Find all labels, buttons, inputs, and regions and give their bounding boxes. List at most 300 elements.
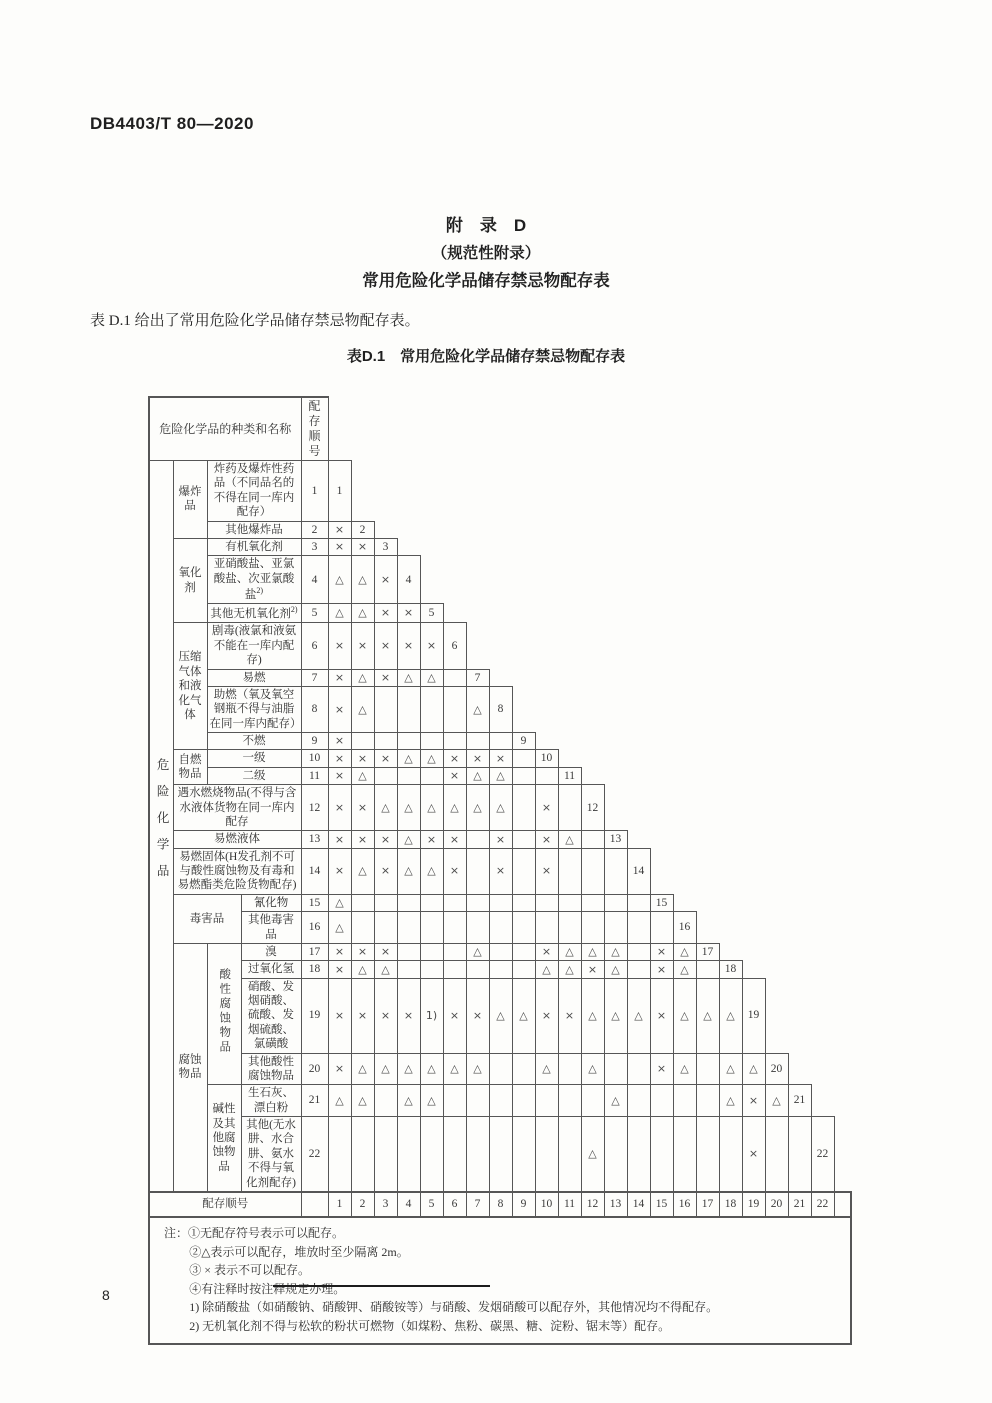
void-area	[581, 767, 851, 784]
order-number: 8	[301, 686, 328, 732]
matrix-cell: ×	[466, 750, 489, 767]
diagonal-number: 8	[489, 686, 512, 732]
matrix-cell: ×	[351, 978, 374, 1053]
matrix-cell	[374, 1085, 397, 1117]
matrix-cell	[420, 961, 443, 978]
group-label: 爆炸品	[173, 461, 207, 539]
matrix-cell: ×	[328, 785, 351, 831]
column-number: 8	[489, 1192, 512, 1217]
matrix-cell: △	[765, 1085, 788, 1117]
matrix-cell: △	[397, 750, 420, 767]
matrix-cell	[673, 1117, 696, 1192]
order-number: 6	[301, 623, 328, 669]
matrix-cell: ×	[351, 943, 374, 960]
matrix-cell	[443, 1117, 466, 1192]
matrix-cell: △	[397, 669, 420, 686]
row-name: 炸药及爆炸性药品（不同品名的不得在同一库内配存）	[207, 461, 301, 522]
matrix-cell	[627, 894, 650, 911]
matrix-cell: ×	[328, 848, 351, 894]
column-number: 7	[466, 1192, 489, 1217]
matrix-cell: △	[466, 1053, 489, 1085]
matrix-cell	[558, 1085, 581, 1117]
doc-code: DB4403/T 80—2020	[90, 114, 254, 133]
matrix-cell: △	[328, 912, 351, 944]
void-area	[420, 556, 851, 604]
intro-paragraph: 表 D.1 给出了常用危险化学品储存禁忌物配存表。	[90, 313, 420, 329]
matrix-cell: △	[420, 848, 443, 894]
matrix-cell: ×	[535, 785, 558, 831]
matrix-cell	[627, 912, 650, 944]
matrix-cell: ×	[742, 1085, 765, 1117]
matrix-cell: ×	[328, 686, 351, 732]
matrix-cell	[650, 1085, 673, 1117]
matrix-cell: △	[604, 1085, 627, 1117]
matrix-cell	[489, 894, 512, 911]
matrix-cell	[466, 912, 489, 944]
void-area	[351, 461, 851, 522]
diagonal-number: 19	[742, 978, 765, 1053]
matrix-cell	[558, 1117, 581, 1192]
matrix-cell: ×	[443, 848, 466, 894]
matrix-cell	[397, 961, 420, 978]
appendix-label: 附 录 D	[445, 216, 527, 235]
matrix-cell	[558, 912, 581, 944]
diagonal-number: 7	[466, 669, 489, 686]
matrix-cell	[650, 912, 673, 944]
void-area	[512, 686, 851, 732]
matrix-cell	[558, 785, 581, 831]
matrix-cell: △	[420, 785, 443, 831]
matrix-cell: △	[489, 767, 512, 784]
table-row	[149, 978, 851, 1053]
matrix-cell	[581, 894, 604, 911]
category-side-text: 危险化学品	[155, 757, 170, 891]
matrix-cell: ×	[650, 943, 673, 960]
matrix-cell: ×	[374, 750, 397, 767]
diagonal-number: 16	[673, 912, 696, 944]
order-number: 21	[301, 1085, 328, 1117]
diagonal-number: 18	[719, 961, 742, 978]
matrix-cell: △	[420, 1085, 443, 1117]
matrix-cell	[604, 912, 627, 944]
matrix-cell: △	[351, 961, 374, 978]
matrix-cell: ×	[351, 538, 374, 555]
matrix-cell	[443, 733, 466, 750]
matrix-cell: △	[466, 785, 489, 831]
group-label: 腐蚀物品	[173, 943, 207, 1192]
group-label: 氧化剂	[173, 538, 207, 623]
order-header: 配存顺号	[301, 397, 328, 461]
matrix-cell: ×	[650, 978, 673, 1053]
matrix-cell	[420, 733, 443, 750]
table-row	[149, 785, 851, 831]
matrix-cell: ×	[489, 831, 512, 848]
row-name: 不燃	[207, 733, 301, 750]
matrix-cell	[489, 943, 512, 960]
void-area	[535, 733, 851, 750]
row-name: 过氧化氢	[241, 961, 301, 978]
row-name: 其他毒害品	[241, 912, 301, 944]
diagonal-number: 14	[627, 848, 650, 894]
matrix-cell	[466, 848, 489, 894]
void-area	[627, 831, 851, 848]
matrix-cell	[397, 912, 420, 944]
matrix-cell: ×	[328, 767, 351, 784]
order-number: 1	[301, 461, 328, 522]
matrix-cell: △	[397, 1053, 420, 1085]
matrix-cell	[466, 961, 489, 978]
row-name: 其他爆炸品	[207, 521, 301, 538]
diagonal-number: 10	[535, 750, 558, 767]
matrix-cell: ×	[397, 978, 420, 1053]
column-number: 22	[811, 1192, 834, 1217]
matrix-cell: ×	[443, 750, 466, 767]
note-line: 2) 无机氧化剂不得与松软的粉状可燃物（如煤粉、焦粉、碳黑、糖、淀粉、锯末等）配存。	[189, 1318, 671, 1333]
matrix-cell: △	[397, 831, 420, 848]
matrix-cell: ×	[489, 750, 512, 767]
matrix-cell	[604, 848, 627, 894]
matrix-cell	[627, 943, 650, 960]
matrix-cell	[512, 831, 535, 848]
matrix-cell: ×	[328, 521, 351, 538]
order-number: 2	[301, 521, 328, 538]
column-number: 12	[581, 1192, 604, 1217]
column-number: 14	[627, 1192, 650, 1217]
group-label: 自燃物品	[173, 750, 207, 785]
matrix-cell: ×	[420, 831, 443, 848]
matrix-cell	[627, 961, 650, 978]
matrix-cell: ×	[489, 848, 512, 894]
table-row	[149, 669, 851, 686]
column-number: 9	[512, 1192, 535, 1217]
matrix-cell	[397, 894, 420, 911]
matrix-cell	[374, 1117, 397, 1192]
matrix-cell	[512, 1053, 535, 1085]
matrix-cell	[328, 1117, 351, 1192]
matrix-cell	[420, 1117, 443, 1192]
filler-cell	[834, 1192, 851, 1217]
page-number: 8	[102, 1287, 110, 1303]
diagonal-number: 13	[604, 831, 627, 848]
matrix-cell: ×	[466, 978, 489, 1053]
matrix-cell: △	[535, 961, 558, 978]
matrix-cell	[581, 831, 604, 848]
matrix-cell	[351, 912, 374, 944]
row-name: 一级	[207, 750, 301, 767]
table-row	[149, 1053, 851, 1085]
notes-row	[149, 1217, 851, 1345]
table-row	[149, 686, 851, 732]
note-line: 注：①无配存符号表示可以配存。	[164, 1225, 345, 1240]
column-number: 2	[351, 1192, 374, 1217]
table-row	[149, 943, 851, 960]
matrix-cell: △	[696, 978, 719, 1053]
matrix-cell	[466, 894, 489, 911]
void-area	[397, 538, 851, 555]
matrix-cell	[512, 894, 535, 911]
matrix-cell	[374, 912, 397, 944]
matrix-cell	[696, 1085, 719, 1117]
matrix-cell	[512, 785, 535, 831]
table-row	[149, 750, 851, 767]
column-number: 1	[328, 1192, 351, 1217]
matrix-cell: ×	[374, 669, 397, 686]
row-name: 其他酸性腐蚀物品	[241, 1053, 301, 1085]
matrix-cell: △	[374, 785, 397, 831]
matrix-cell: △	[397, 1085, 420, 1117]
matrix-cell: △	[627, 978, 650, 1053]
matrix-cell: ×	[328, 623, 351, 669]
diagonal-number: 5	[420, 604, 443, 623]
matrix-cell: △	[489, 978, 512, 1053]
matrix-cell: ×	[351, 750, 374, 767]
column-number: 5	[420, 1192, 443, 1217]
matrix-cell: ×	[374, 604, 397, 623]
matrix-cell: ×	[535, 978, 558, 1053]
matrix-cell	[627, 1085, 650, 1117]
diagonal-number: 9	[512, 733, 535, 750]
column-number: 18	[719, 1192, 742, 1217]
group-label-text: 酸性腐蚀物品	[218, 968, 231, 1056]
order-number: 12	[301, 785, 328, 831]
matrix-cell: ×	[443, 978, 466, 1053]
matrix-cell: △	[420, 1053, 443, 1085]
footer-row	[149, 1192, 851, 1217]
matrix-cell: △	[719, 1053, 742, 1085]
order-number: 22	[301, 1117, 328, 1192]
column-number: 16	[673, 1192, 696, 1217]
matrix-cell: △	[604, 943, 627, 960]
note-line: ②△表示可以配存，堆放时至少隔离 2m。	[189, 1244, 409, 1259]
matrix-cell	[581, 912, 604, 944]
matrix-cell	[489, 1117, 512, 1192]
matrix-cell	[696, 1053, 719, 1085]
matrix-cell	[558, 1053, 581, 1085]
row-name: 剧毒(液氯和液氨不能在一库内配存)	[207, 623, 301, 669]
matrix-cell: △	[466, 767, 489, 784]
footer-label: 配存顺号	[149, 1192, 301, 1217]
group-label: 碱性及其他腐蚀物品	[207, 1085, 241, 1192]
matrix-cell	[351, 1117, 374, 1192]
matrix-cell: △	[443, 785, 466, 831]
diagonal-number: 17	[696, 943, 719, 960]
matrix-cell	[512, 750, 535, 767]
order-number: 18	[301, 961, 328, 978]
table-caption: 表D.1 常用危险化学品储存禁忌物配存表	[346, 348, 626, 365]
column-number: 20	[765, 1192, 788, 1217]
diagonal-number: 22	[811, 1117, 834, 1192]
category-side-label	[149, 461, 173, 1192]
matrix-cell: △	[351, 848, 374, 894]
matrix-cell: △	[581, 1053, 604, 1085]
order-number: 19	[301, 978, 328, 1053]
matrix-cell	[489, 1085, 512, 1117]
matrix-cell: ×	[374, 623, 397, 669]
table-row	[149, 912, 851, 944]
matrix-cell: △	[581, 978, 604, 1053]
matrix-cell	[535, 912, 558, 944]
matrix-cell: ×	[328, 538, 351, 555]
matrix-cell: ×	[443, 831, 466, 848]
matrix-cell: △	[397, 848, 420, 894]
matrix-cell: △	[374, 961, 397, 978]
matrix-cell	[696, 1117, 719, 1192]
group-label: 压缩气体和液化气体	[173, 623, 207, 750]
matrix-cell: △	[374, 1053, 397, 1085]
row-name: 易燃	[207, 669, 301, 686]
matrix-cell: ×	[328, 669, 351, 686]
void-area	[742, 961, 851, 978]
matrix-cell	[374, 767, 397, 784]
diagonal-number: 2	[351, 521, 374, 538]
matrix-cell	[604, 1053, 627, 1085]
matrix-cell: ×	[374, 978, 397, 1053]
table-row	[149, 623, 851, 669]
matrix-cell: ×	[328, 1053, 351, 1085]
matrix-cell	[489, 733, 512, 750]
void-area	[489, 669, 851, 686]
void-area	[811, 1085, 851, 1117]
group-label	[207, 943, 241, 1084]
void-area	[719, 943, 851, 960]
appendix-title: 常用危险化学品储存禁忌物配存表	[362, 272, 610, 290]
matrix-cell: ×	[328, 733, 351, 750]
matrix-cell	[466, 831, 489, 848]
matrix-cell	[512, 767, 535, 784]
void-area	[558, 750, 851, 767]
matrix-cell: ×	[535, 943, 558, 960]
matrix-cell: △	[420, 750, 443, 767]
matrix-cell	[466, 1085, 489, 1117]
column-number: 6	[443, 1192, 466, 1217]
row-name: 其他无机氧化剂$^{2)}$	[207, 604, 301, 623]
matrix-cell	[489, 1053, 512, 1085]
matrix-cell: △	[558, 831, 581, 848]
matrix-cell	[489, 961, 512, 978]
order-number: 3	[301, 538, 328, 555]
matrix-cell: △	[604, 978, 627, 1053]
diagonal-number: 12	[581, 785, 604, 831]
matrix-cell: ×	[351, 785, 374, 831]
matrix-cell	[765, 1117, 788, 1192]
table-row	[149, 767, 851, 784]
matrix-cell	[466, 1117, 489, 1192]
matrix-cell: △	[604, 961, 627, 978]
matrix-cell	[512, 1085, 535, 1117]
order-number: 7	[301, 669, 328, 686]
matrix-cell	[374, 686, 397, 732]
void-area	[328, 397, 851, 461]
matrix-cell: △	[581, 943, 604, 960]
row-name: 助燃（氧及氧空钢瓶不得与油脂在同一库内配存）	[207, 686, 301, 732]
order-number: 17	[301, 943, 328, 960]
matrix-cell	[581, 1085, 604, 1117]
void-area	[604, 785, 851, 831]
matrix-cell	[397, 686, 420, 732]
matrix-cell	[650, 1117, 673, 1192]
matrix-cell: △	[512, 978, 535, 1053]
matrix-cell: △	[351, 556, 374, 604]
matrix-cell: △	[328, 1085, 351, 1117]
matrix-cell: △	[742, 1053, 765, 1085]
void-area	[374, 521, 851, 538]
order-number: 11	[301, 767, 328, 784]
matrix-cell	[397, 1117, 420, 1192]
matrix-cell	[535, 767, 558, 784]
matrix-cell	[420, 767, 443, 784]
table-row	[149, 604, 851, 623]
matrix-cell: ×	[443, 767, 466, 784]
matrix-cell: △	[466, 686, 489, 732]
column-number: 19	[742, 1192, 765, 1217]
column-number: 21	[788, 1192, 811, 1217]
matrix-cell	[443, 894, 466, 911]
matrix-cell: ×	[742, 1117, 765, 1192]
matrix-cell: ×	[328, 943, 351, 960]
matrix-cell	[443, 669, 466, 686]
row-name: 氰化物	[241, 894, 301, 911]
row-name: 溴	[241, 943, 301, 960]
matrix-cell	[466, 733, 489, 750]
matrix-cell: △	[466, 943, 489, 960]
matrix-cell	[788, 1117, 811, 1192]
matrix-cell: △	[351, 1085, 374, 1117]
matrix-cell	[558, 848, 581, 894]
column-number: 15	[650, 1192, 673, 1217]
matrix-cell: ×	[351, 623, 374, 669]
matrix-cell: ×	[328, 961, 351, 978]
order-number: 14	[301, 848, 328, 894]
matrix-cell: ×	[535, 831, 558, 848]
matrix-cell	[696, 961, 719, 978]
order-number: 13	[301, 831, 328, 848]
matrix-cell	[443, 961, 466, 978]
matrix-cell	[581, 848, 604, 894]
appendix-type: （规范性附录）	[431, 245, 541, 262]
diagonal-number: 20	[765, 1053, 788, 1085]
column-number: 11	[558, 1192, 581, 1217]
void-area	[696, 912, 851, 944]
matrix-cell	[489, 912, 512, 944]
matrix-cell: ×	[328, 831, 351, 848]
matrix-cell	[374, 733, 397, 750]
matrix-cell: △	[420, 669, 443, 686]
matrix-cell	[443, 1085, 466, 1117]
matrix-cell: △	[673, 978, 696, 1053]
matrix-cell	[627, 1053, 650, 1085]
matrix-cell	[351, 894, 374, 911]
table-wrapper	[148, 396, 852, 1345]
order-number: 5	[301, 604, 328, 623]
matrix-cell: ×	[351, 831, 374, 848]
matrix-cell: △	[558, 943, 581, 960]
diagonal-number: 6	[443, 623, 466, 669]
void-area	[788, 1053, 851, 1085]
order-column-blank	[301, 1192, 328, 1217]
matrix-cell: ×	[558, 978, 581, 1053]
matrix-cell	[397, 733, 420, 750]
matrix-cell: 1)	[420, 978, 443, 1053]
table-row	[149, 521, 851, 538]
column-number: 10	[535, 1192, 558, 1217]
column-number: 3	[374, 1192, 397, 1217]
table-row	[149, 733, 851, 750]
matrix-cell: ×	[328, 978, 351, 1053]
matrix-cell: △	[673, 1053, 696, 1085]
matrix-cell	[397, 943, 420, 960]
matrix-cell: ×	[535, 848, 558, 894]
matrix-cell	[535, 1085, 558, 1117]
